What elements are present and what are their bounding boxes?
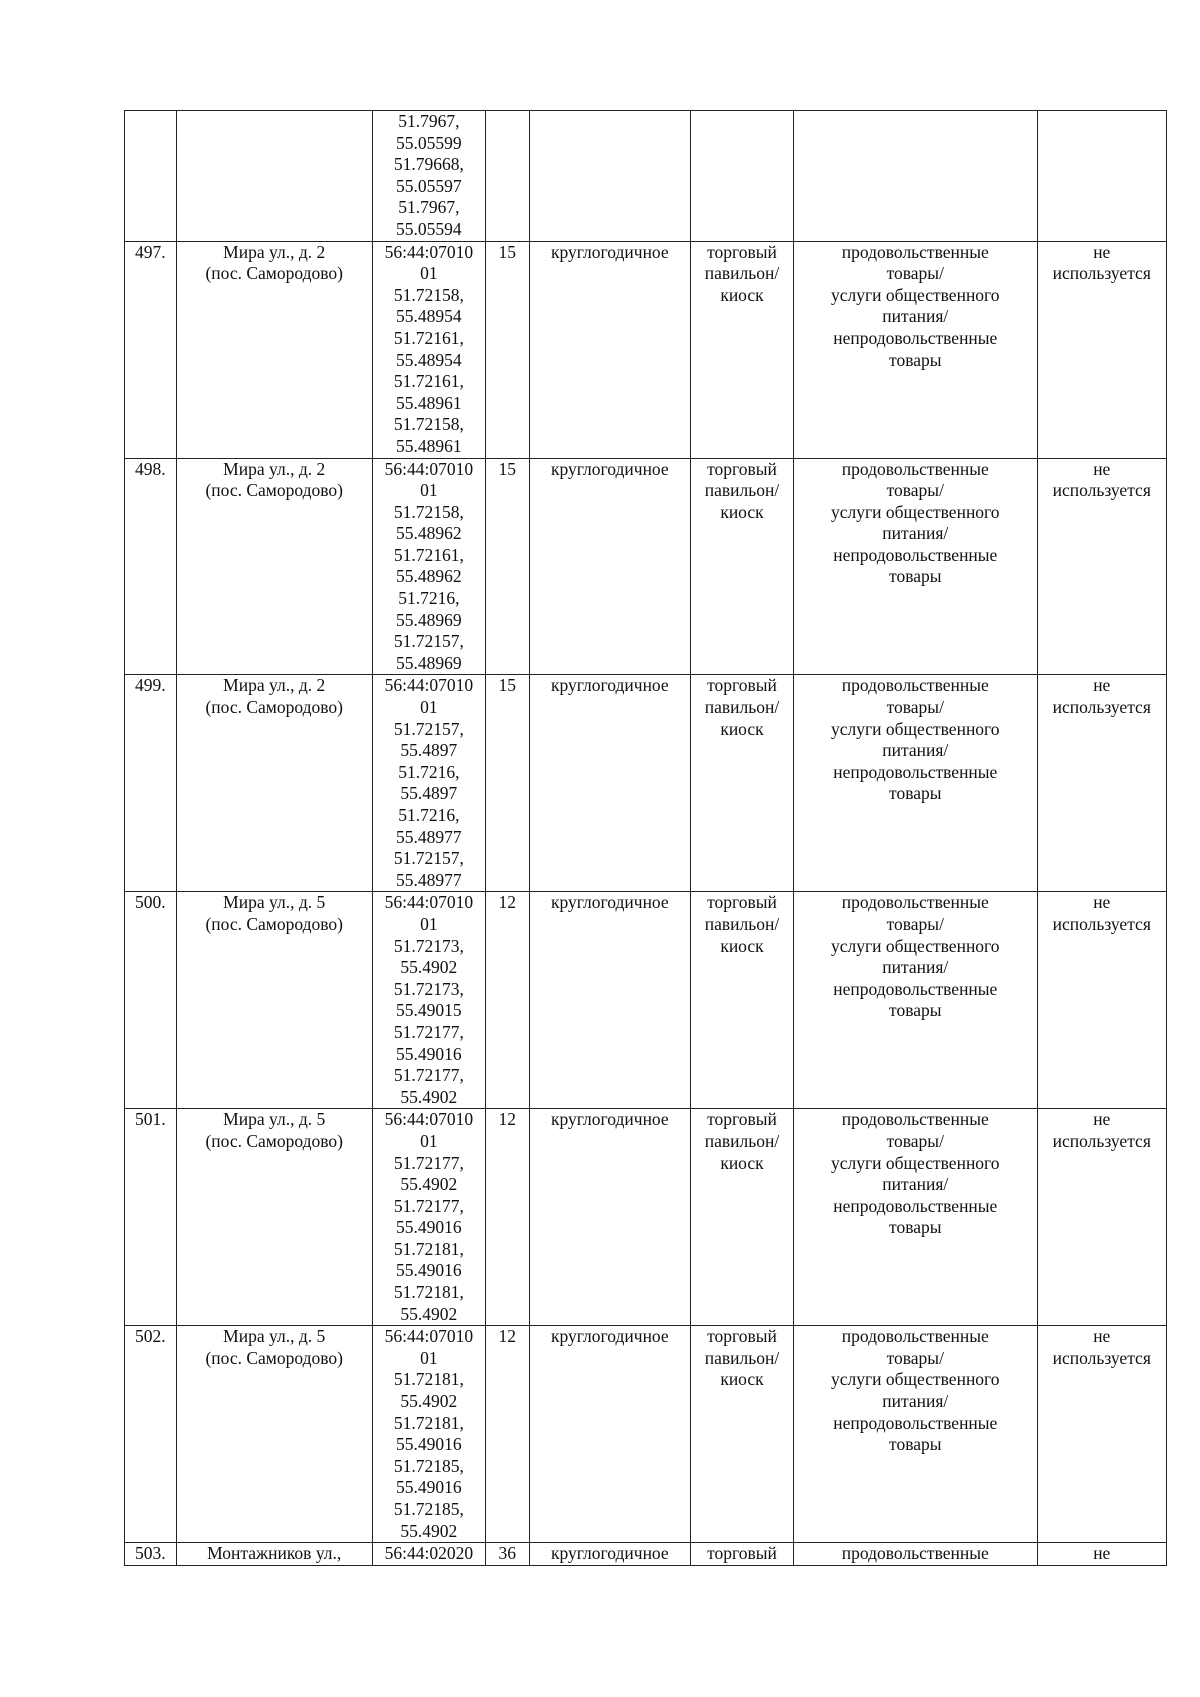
cadastral-number-line: 56:44:07010 [384,675,474,696]
coordinate-line: 51.7216, [398,805,460,825]
specialization-line: продовольственные [841,458,989,479]
object-type-line: павильон/ [704,1347,780,1368]
object-type-line: павильон/ [704,913,780,934]
status-cell [1037,1326,1166,1543]
row-number-cell: 497. [125,241,177,458]
row-number-cell: 499. [125,675,177,892]
coordinate-line: 55.4897 [400,783,458,804]
specialization-line: непродовольственные [833,761,998,782]
table-row [125,458,1167,675]
specialization-line: непродовольственные [833,544,998,565]
address-cell [176,892,372,1109]
address-cell [176,458,372,675]
coordinate-line: 55.49015 [396,1000,462,1021]
coordinate-line: 55.49016 [396,1260,462,1281]
cadastral-number-cell: 56:44:02020 [372,1543,485,1566]
address-line: Мира ул., д. 2 [223,458,326,479]
coordinate-line: 55.48969 [396,609,462,630]
cadastral-number-line: 56:44:07010 [384,1326,474,1347]
object-type-cell [690,1109,793,1326]
row-number-cell: 500. [125,892,177,1109]
coordinate-line: 55.48961 [396,435,462,456]
coordinate-line: 51.7216, [398,588,460,609]
address-line: (пос. Самородово) [205,263,343,284]
coordinate-line: 51.72161, [393,327,464,348]
specialization-cell [794,892,1037,1109]
object-type-cell [690,241,793,458]
specialization-line: товары [889,349,942,370]
coordinate-line: 51.72158, [393,414,464,435]
row-number-cell [125,111,177,242]
status-line: используется [1052,913,1151,934]
specialization-line: непродовольственные [833,327,998,348]
object-type-line: торговый [707,458,777,479]
cadastral-number-line: 01 [420,697,438,718]
specialization-line: продовольственные [841,1326,989,1347]
table-row [125,241,1167,458]
address-line: (пос. Самородово) [205,913,343,934]
specialization-line: товары/ [886,697,944,718]
specialization-line: продовольственные [841,675,989,696]
coordinates-cell [372,458,485,675]
coordinates-cell [372,1326,485,1543]
specialization-line: непродовольственные [833,1412,998,1433]
coordinate-line: 51.72177, [393,1195,464,1216]
table-row [125,1109,1167,1326]
status-line: не [1093,241,1111,262]
specialization-cell [794,458,1037,675]
coordinate-line: 55.49016 [396,1434,462,1455]
area-cell: 12 [485,1326,529,1543]
table-row [125,892,1167,1109]
table-row [125,1326,1167,1543]
cadastral-number-line: 56:44:07010 [384,241,474,262]
coordinates-cell [372,892,485,1109]
period-cell: круглогодичное [529,241,690,458]
object-type-line: торговый [707,241,777,262]
specialization-line: питания/ [882,1174,949,1195]
status-line: используется [1052,697,1151,718]
coordinate-line: 55.4902 [400,957,458,978]
address-cell [176,1326,372,1543]
coordinate-line: 51.72185, [393,1499,464,1519]
table-row [125,675,1167,892]
row-number-cell: 501. [125,1109,177,1326]
object-type-line: торговый [707,675,777,696]
object-type-line: торговый [707,1326,777,1347]
area-cell: 15 [485,458,529,675]
specialization-line: услуги общественного [830,284,1000,305]
period-cell: круглогодичное [529,1109,690,1326]
specialization-line: продовольственные [841,1109,989,1130]
coordinate-line: 51.7967, [398,197,460,218]
status-cell: не [1037,1543,1166,1566]
status-line: используется [1052,263,1151,284]
coordinate-line: 55.4897 [400,740,458,761]
coordinate-line: 51.72185, [393,1455,464,1476]
specialization-line: товары/ [886,1130,944,1151]
specialization-line: питания/ [882,523,949,544]
cadastral-number-line: 01 [420,480,438,501]
coordinate-line: 55.48961 [396,392,462,413]
object-type-line: торговый [707,1109,777,1130]
specialization-line: питания/ [882,306,949,327]
specialization-cell [794,1326,1037,1543]
coordinate-line: 51.72173, [393,978,464,999]
specialization-line: товары/ [886,263,944,284]
coordinate-line: 55.48954 [396,306,462,327]
table-row-continued [125,111,1167,242]
address-line: (пос. Самородово) [205,480,343,501]
area-cell: 12 [485,892,529,1109]
coordinates-cell [372,1109,485,1326]
status-line: используется [1052,480,1151,501]
coordinate-line: 55.48954 [396,349,462,370]
address-cell [176,675,372,892]
area-cell [485,111,529,242]
object-type-cell [690,675,793,892]
coordinate-line: 55.48977 [396,826,462,847]
address-cell: Монтажников ул., [176,1543,372,1566]
period-cell: круглогодичное [529,892,690,1109]
coordinate-line: 51.72181, [393,1282,464,1303]
coordinate-line: 55.4902 [400,1303,458,1324]
coordinate-line: 55.49016 [396,1477,462,1498]
status-line: не [1093,1109,1111,1130]
coordinate-line: 55.48962 [396,566,462,587]
cadastral-number-line: 56:44:07010 [384,892,474,913]
period-cell [529,111,690,242]
object-type-cell [690,892,793,1109]
coordinate-line: 51.72158, [393,284,464,305]
address-line: Мира ул., д. 5 [223,1326,326,1347]
cadastral-number-line: 56:44:07010 [384,458,474,479]
specialization-line: товары [889,1217,942,1238]
object-type-line: павильон/ [704,480,780,501]
specialization-line: товары [889,783,942,804]
object-type-line: павильон/ [704,263,780,284]
status-line: не [1093,458,1111,479]
object-type-line: киоск [720,718,764,739]
coordinate-line: 51.7216, [398,761,460,782]
area-cell: 15 [485,241,529,458]
coordinate-line: 51.72158, [393,501,464,522]
status-cell [1037,241,1166,458]
status-line: используется [1052,1130,1151,1151]
coordinate-line: 51.72157, [393,718,464,739]
specialization-line: услуги общественного [830,935,1000,956]
specialization-line: товары [889,1434,942,1455]
period-cell: круглогодичное [529,1326,690,1543]
address-line: (пос. Самородово) [205,1130,343,1151]
specialization-cell [794,675,1037,892]
row-number-cell: 503. [125,1543,177,1566]
status-cell [1037,892,1166,1109]
object-type-line: киоск [720,1152,764,1173]
status-line: не [1093,892,1111,913]
address-cell [176,241,372,458]
object-type-line: киоск [720,935,764,956]
address-line: (пос. Самородово) [205,697,343,718]
object-type-line: киоск [720,284,764,305]
coordinate-line: 51.72177, [393,1021,464,1042]
area-cell: 36 [485,1543,529,1566]
specialization-line: услуги общественного [830,501,1000,522]
trade-objects-table [124,110,1167,1566]
specialization-line: продовольственные [841,241,989,262]
specialization-line: услуги общественного [830,718,1000,739]
coordinates-cell [372,675,485,892]
cadastral-number-line: 01 [420,1130,438,1151]
specialization-line: питания/ [882,740,949,761]
address-line: (пос. Самородово) [205,1347,343,1368]
status-cell [1037,458,1166,675]
coordinate-line: 55.05597 [396,175,462,196]
specialization-line: продовольственные [841,892,989,913]
area-cell: 12 [485,1109,529,1326]
cadastral-number-line: 01 [420,1347,438,1368]
object-type-cell [690,458,793,675]
coordinate-line: 55.4902 [400,1391,458,1412]
cadastral-number-line: 56:44:07010 [384,1109,474,1130]
specialization-line: товары [889,1000,942,1021]
table-row-partial [125,1543,1167,1566]
specialization-cell [794,111,1037,242]
specialization-line: товары [889,566,942,587]
coordinate-line: 51.72177, [393,1152,464,1173]
cadastral-number-line: 01 [420,913,438,934]
specialization-line: услуги общественного [830,1369,1000,1390]
coordinate-line: 51.72181, [393,1369,464,1390]
coordinate-line: 55.49016 [396,1043,462,1064]
period-cell: круглогодичное [529,675,690,892]
coordinate-line: 51.72161, [393,544,464,565]
coordinate-line: 55.48977 [396,869,462,890]
specialization-line: питания/ [882,1391,949,1412]
object-type-cell [690,1326,793,1543]
object-type-cell [690,111,793,242]
period-cell: круглогодичное [529,1543,690,1566]
coordinate-line: 55.49016 [396,1217,462,1238]
specialization-line: непродовольственные [833,1195,998,1216]
specialization-line: услуги общественного [830,1152,1000,1173]
coordinate-line: 51.72177, [393,1065,464,1086]
object-type-cell: торговый [690,1543,793,1566]
coordinates-cell [372,111,485,242]
specialization-line: товары/ [886,1347,944,1368]
address-cell [176,1109,372,1326]
table-body [125,111,1167,1566]
status-cell [1037,675,1166,892]
row-number-cell: 502. [125,1326,177,1543]
object-type-line: павильон/ [704,1130,780,1151]
cadastral-number-line: 01 [420,263,438,284]
status-line: не [1093,675,1111,696]
area-cell: 15 [485,675,529,892]
coordinate-line: 55.05594 [396,218,462,239]
coordinate-line: 51.79668, [393,154,464,175]
object-type-line: киоск [720,501,764,522]
coordinate-line: 51.72181, [393,1412,464,1433]
coordinates-cell [372,241,485,458]
address-cell [176,111,372,242]
coordinate-line: 51.72161, [393,371,464,392]
specialization-cell [794,241,1037,458]
coordinate-line: 51.72181, [393,1238,464,1259]
object-type-line: торговый [707,892,777,913]
object-type-line: киоск [720,1369,764,1390]
specialization-cell: продовольственные [794,1543,1037,1566]
specialization-line: товары/ [886,480,944,501]
address-line: Мира ул., д. 2 [223,241,326,262]
coordinate-line: 51.72157, [393,631,464,652]
address-line: Мира ул., д. 5 [223,892,326,913]
coordinate-line: 51.72173, [393,935,464,956]
coordinate-line: 55.4902 [400,1520,458,1541]
coordinate-line: 51.72157, [393,848,464,869]
specialization-line: питания/ [882,957,949,978]
status-cell [1037,1109,1166,1326]
coordinate-line: 55.48969 [396,652,462,673]
specialization-line: товары/ [886,913,944,934]
coordinate-line: 55.05599 [396,132,462,153]
period-cell: круглогодичное [529,458,690,675]
specialization-line: непродовольственные [833,978,998,999]
status-line: используется [1052,1347,1151,1368]
coordinate-line: 55.4902 [400,1086,458,1107]
coordinate-line: 51.7967, [398,111,460,131]
object-type-line: павильон/ [704,697,780,718]
row-number-cell: 498. [125,458,177,675]
status-line: не [1093,1326,1111,1347]
address-line: Мира ул., д. 2 [223,675,326,696]
status-cell [1037,111,1166,242]
coordinate-line: 55.48962 [396,523,462,544]
address-line: Мира ул., д. 5 [223,1109,326,1130]
specialization-cell [794,1109,1037,1326]
coordinate-line: 55.4902 [400,1174,458,1195]
